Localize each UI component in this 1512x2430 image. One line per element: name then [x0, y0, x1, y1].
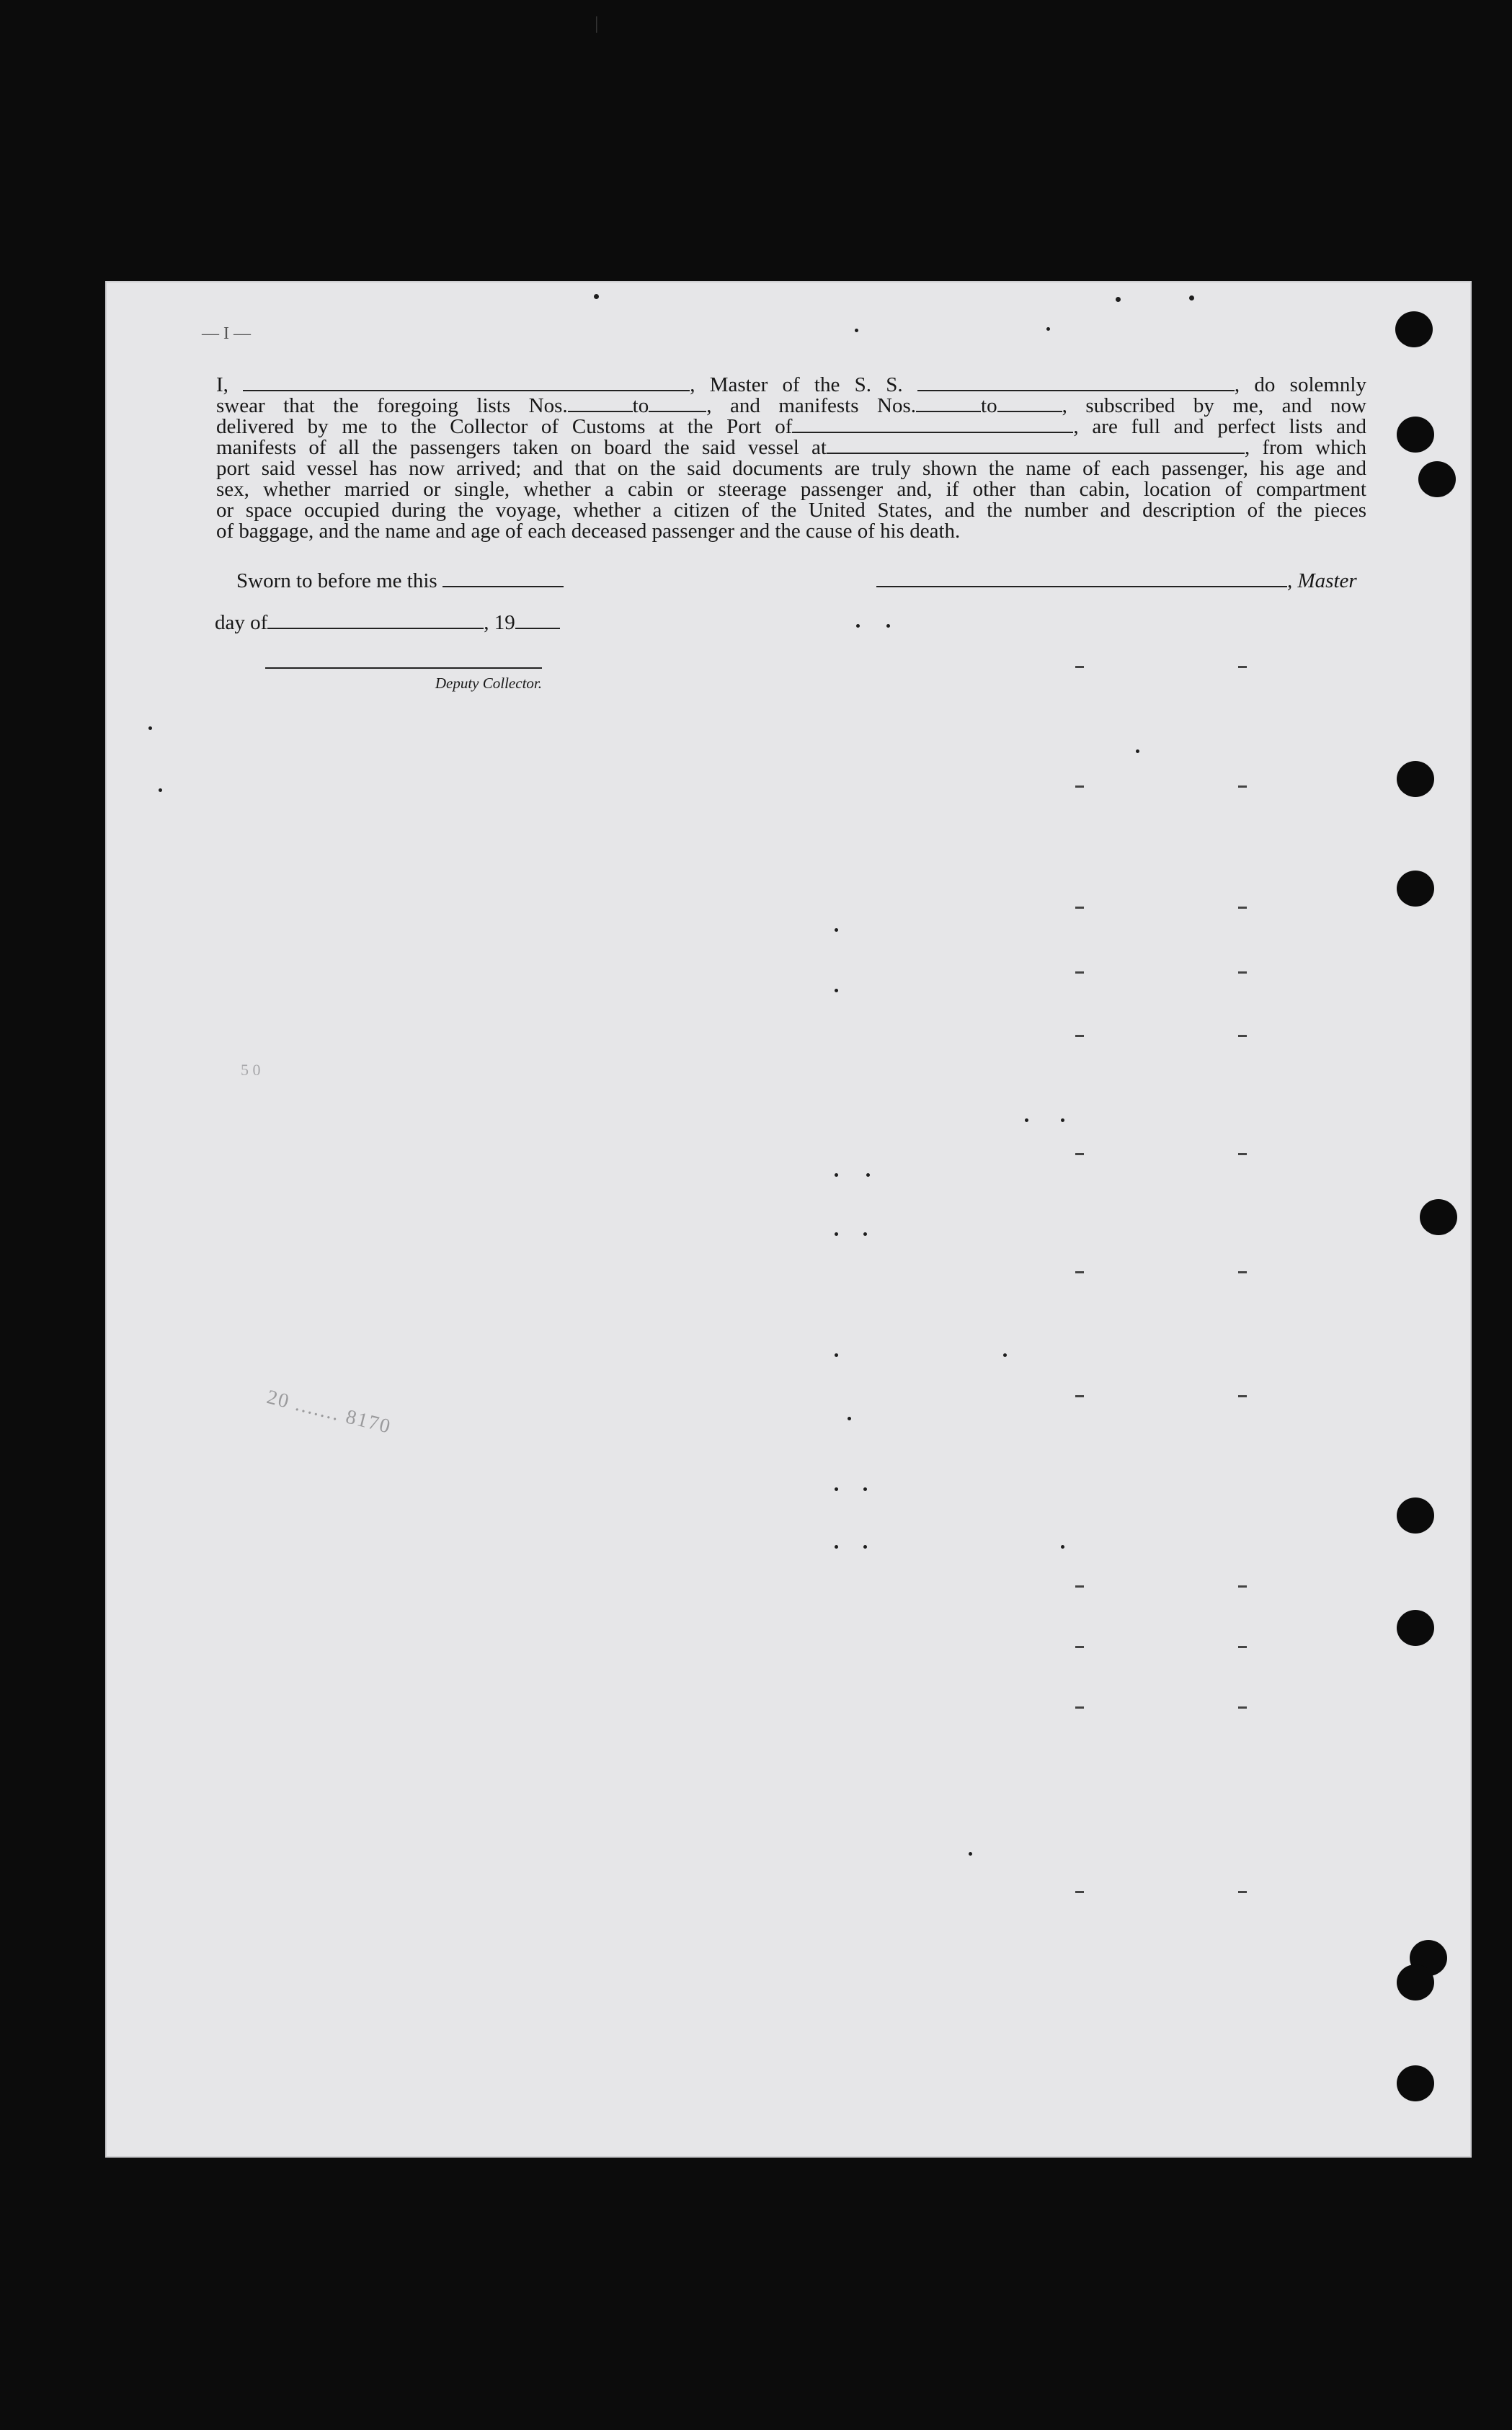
dash-mark [1238, 1035, 1247, 1037]
oath-word: delivered by me to the Collector of Customs at the Port of [216, 415, 793, 438]
sworn-label: Sworn to before me this [236, 569, 437, 592]
dash-mark [1238, 785, 1247, 788]
dash-mark [1075, 785, 1084, 788]
dash-mark [1075, 1585, 1084, 1588]
year-blank [515, 613, 560, 629]
master-label: , Master [1287, 569, 1357, 592]
speck [886, 624, 890, 628]
oath-word: , subscribed by me, and now [1062, 394, 1366, 417]
faint-mark: 5 0 [241, 1061, 261, 1079]
speck [856, 624, 860, 628]
oath-line-7: or space occupied during the voyage, whether a citizen of the United States, and the number and description of the pieces [216, 499, 1366, 522]
master-oath-paragraph [216, 375, 1366, 542]
dash-mark [1238, 1706, 1247, 1709]
speck [835, 989, 838, 992]
oath-word: , are full and perfect lists and [1073, 415, 1366, 438]
speck [866, 1173, 870, 1177]
punch-hole [1418, 461, 1456, 497]
dash-mark [1075, 666, 1084, 668]
speck [1189, 295, 1194, 301]
dash-mark [1075, 971, 1084, 974]
oath-line-1 [216, 375, 1366, 396]
dash-mark [1238, 1271, 1247, 1273]
oath-line-5: port said vessel has now arrived; and that on the said documents are truly shown the name of each passenger, his age and [216, 457, 1366, 480]
ship-name-blank [917, 375, 1235, 391]
oath-line-8: of baggage, and the name and age of each deceased passenger and the cause of his death. [216, 520, 961, 543]
speck [835, 1353, 838, 1357]
dash-mark [1075, 1395, 1084, 1397]
day-of-label: day of [215, 611, 268, 634]
dash-mark [1075, 1706, 1084, 1709]
master-signature-line [876, 571, 1287, 587]
oath-word: , and manifests Nos. [706, 394, 917, 417]
speck [835, 928, 838, 932]
punch-hole [1397, 1964, 1434, 2000]
speck [863, 1545, 867, 1549]
dash-mark [1238, 907, 1247, 909]
speck [835, 1487, 838, 1491]
oath-word: , Master of the S. S. [690, 373, 903, 396]
speck [835, 1232, 838, 1236]
punch-hole [1397, 761, 1434, 797]
list-from-blank [568, 396, 633, 412]
oath-word: to [981, 394, 997, 417]
dash-mark [1238, 971, 1247, 974]
master-name-blank [243, 375, 690, 391]
oath-word: , from which [1244, 436, 1366, 459]
speck [863, 1487, 867, 1491]
oath-line-4 [216, 437, 1366, 458]
dash-mark [1238, 1891, 1247, 1893]
sworn-day-blank [443, 571, 564, 587]
manifest-to-blank [997, 396, 1062, 412]
oath-line-6: sex, whether married or single, whether a cabin or steerage passenger and, if other than cabin, location of compartment [216, 478, 1366, 501]
speck [148, 726, 152, 730]
oath-word: swear that the foregoing lists Nos. [216, 394, 568, 417]
speck [1136, 749, 1139, 753]
punch-hole [1397, 1497, 1434, 1534]
punch-hole [1397, 2065, 1434, 2101]
dash-mark [1075, 1891, 1084, 1893]
speck [1061, 1545, 1064, 1549]
punch-hole [1397, 417, 1434, 453]
dash-mark [1238, 1395, 1247, 1397]
punch-hole [1395, 311, 1433, 347]
master-signature [876, 569, 1366, 593]
oath-line-2 [216, 396, 1366, 417]
oath-word: I, [216, 373, 228, 396]
list-to-blank [649, 396, 706, 412]
dash-mark [1238, 666, 1247, 668]
speck [1025, 1118, 1028, 1122]
dash-mark [1075, 1153, 1084, 1155]
punch-hole [1420, 1199, 1457, 1235]
speck [1003, 1353, 1007, 1357]
speck [1116, 297, 1121, 302]
dash-mark [1238, 1153, 1247, 1155]
top-left-mark: — I — [202, 324, 251, 343]
dash-mark [1238, 1646, 1247, 1648]
manifest-from-blank [916, 396, 981, 412]
speck [1061, 1118, 1064, 1122]
deputy-collector-label: Deputy Collector. [435, 675, 542, 692]
faint-stamp: 20 ....... 8170 [264, 1386, 394, 1438]
speck [159, 788, 162, 792]
speck [835, 1545, 838, 1549]
dash-mark [1075, 1271, 1084, 1273]
speck [863, 1232, 867, 1236]
sworn-line [236, 569, 564, 593]
day-of-line [215, 611, 560, 635]
speck [855, 329, 858, 332]
dash-mark [1075, 1035, 1084, 1037]
scanner-top-mark: ᛁ [591, 14, 602, 35]
punch-hole [1397, 1610, 1434, 1646]
dash-mark [1075, 907, 1084, 909]
year-prefix: , 19 [484, 611, 515, 634]
departure-port-blank [827, 438, 1245, 454]
speck [835, 1173, 838, 1177]
speck [848, 1417, 851, 1420]
month-blank [267, 613, 484, 629]
oath-line-3 [216, 417, 1366, 437]
dash-mark [1238, 1585, 1247, 1588]
speck [594, 294, 599, 299]
speck [1046, 327, 1050, 331]
oath-word: manifests of all the passengers taken on board the said vessel at [216, 436, 827, 459]
port-blank [792, 417, 1073, 433]
manifest-page [107, 282, 1470, 2156]
deputy-signature-line [265, 667, 542, 669]
oath-word: , do solemnly [1234, 373, 1366, 396]
punch-hole [1397, 871, 1434, 907]
dash-mark [1075, 1646, 1084, 1648]
oath-word: to [632, 394, 649, 417]
speck [969, 1852, 972, 1856]
